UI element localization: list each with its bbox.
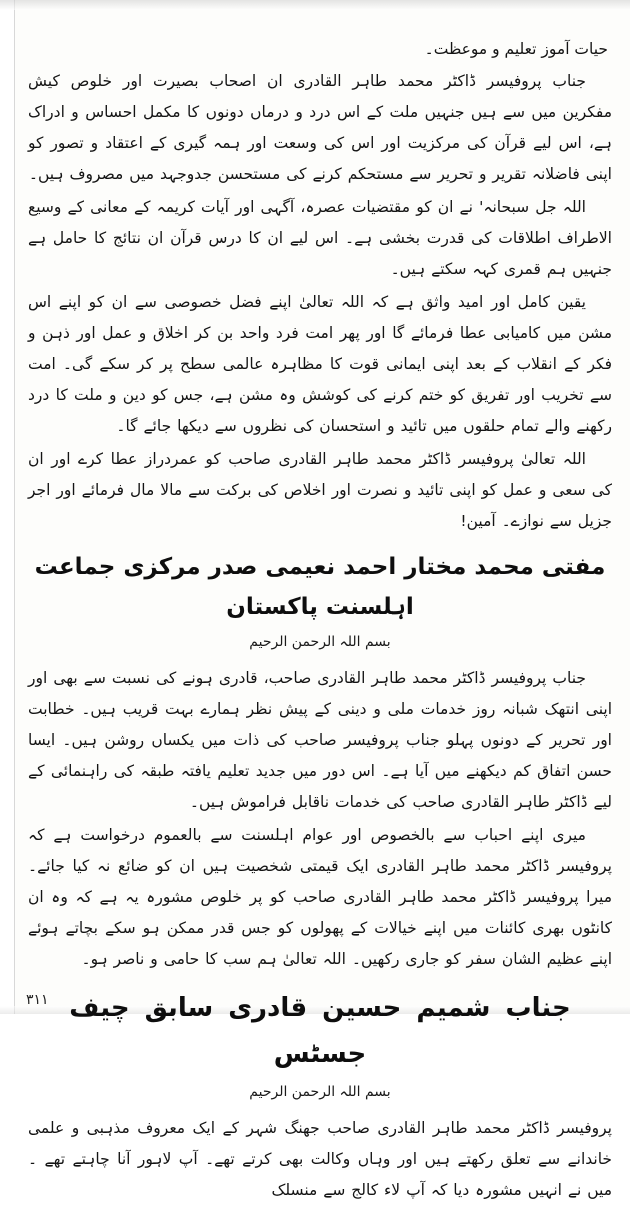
scan-edge-top bbox=[0, 0, 630, 10]
paragraph-4: اللہ تعالیٰ پروفیسر ڈاکٹر محمد طاہر القادری صاحب کو عمردراز عطا کرے اور ان کی سعی و عمل کو اپنی تائید و نصرت اور اخلاص کی برکت سے مالا مال فرمائے اور اجر جزیل سے نوازے۔ آمین! bbox=[28, 450, 612, 530]
bismillah-line-2: بسم اللہ الرحمن الرحیم bbox=[249, 1084, 391, 1100]
section-heading-top: حیات آموز تعلیم و موعظت۔ bbox=[424, 40, 608, 58]
paragraph-2: اللہ جل سبحانہ' نے ان کو مقتضیات عصرہ، آگہی اور آیات کریمہ کے معانی کے وسیع الاطراف اطلاقات کی قدرت بخشی ہے۔ اس لیے ان کا درس قرآن ان نتائج کا حامل ہے جنہیں ہم قمری کہہ سکتے ہیں۔ bbox=[28, 198, 612, 278]
paragraph-3: یقین کامل اور امید واثق ہے کہ اللہ تعالیٰ اپنے فضل خصوصی سے ان کو اپنے اس مشن میں کامیابی عطا فرمائے گا اور پھر امت فرد واحد بن کر اخلاق و عمل اور ذہن و فکر کے انقلاب کے بعد اپنی ایمانی قوت کا مظاہرہ عالمی سطح پر کر سکے گی۔ امت سے تخریب اور تفریق کو ختم کرنے کی کوشش وہ مشن ہے، جس کو دین و ملت کا درد رکھنے والے تمام حلقوں میں تائید و استحسان کی نظروں سے دیکھا جائے گا۔ bbox=[28, 293, 612, 435]
paragraph-7: پروفیسر ڈاکٹر محمد طاہر القادری صاحب جھنگ شہر کے ایک معروف مذہبی و علمی خاندانے سے تعلق رکھتے ہیں اور وہاں وکالت بھی کرتے تھے۔ آپ لاہور آنا چاہتے تھے ۔ میں نے انہیں مشورہ دیا کہ آپ لاء کالج سے منسلک bbox=[28, 1119, 612, 1199]
paragraph-6: میری اپنے احباب سے بالخصوص اور عوام اہلسنت سے بالعموم درخواست ہے کہ پروفیسر ڈاکٹر محمد طاہر القادری ایک قیمتی شخصیت ہیں ان کو ضائع نہ کیا جائے۔ میرا پروفیسر ڈاکٹر محمد طاہر القادری صاحب کو پر خلوص مشورہ یہ ہے کہ وہ ان کانٹوں بھری کائنات میں اپنے خیالات کے پھولوں کو جس قدر ممکن ہو سکے بچاتے ہوئے اپنے عظیم الشان سفر کو جاری رکھیں۔ اللہ تعالیٰ ہم سب کا حامی و ناصر ہو۔ bbox=[28, 826, 612, 968]
paragraph-5: جناب پروفیسر ڈاکٹر محمد طاہر القادری صاحب، قادری ہونے کی نسبت سے بھی اور اپنی انتھک شبانہ روز خدمات ملی و دینی کے پیش نظر ہمارے بہت قریب ہیں۔ خطابت اور تحریر کے دونوں پہلو جناب پروفیسر صاحب کی ذات میں یکساں روشن ہیں۔ ایسا حسن اتفاق کم دیکھنے میں آیا ہے۔ اس دور میں جدید تعلیم یافتہ طبقہ کی راہنمائی کے لیے ڈاکٹر طاہر القادری صاحب کی خدمات ناقابل فراموش ہیں۔ bbox=[28, 669, 612, 811]
page-number: ٣١١ bbox=[26, 992, 49, 1008]
paragraph-1: جناب پروفیسر ڈاکٹر محمد طاہر القادری ان اصحاب بصیرت اور خلوص کیش مفکرین میں سے ہیں جنہیں ملت کے اس درد و درماں دونوں کا مکمل احساس و ادراک ہے، اس لیے قرآن کی مرکزیت اور اس کی وسعت اور ہمہ گیری کے اعتقاد و تصور کو اپنی فاضلانہ تقریر و تحریر سے مستحکم کرنے کی مستحسن جدوجہد میں مصروف ہیں۔ bbox=[28, 72, 612, 183]
bismillah-line-1: بسم اللہ الرحمن الرحیم bbox=[249, 634, 391, 650]
scan-edge-left bbox=[0, 0, 15, 1014]
signature-mufti-mukhtar-ahmad-naeemi: مفتی محمد مختار احمد نعیمی صدر مرکزی جماعت اہلسنت پاکستان bbox=[34, 554, 606, 620]
signature-shamim-hussain-qadri: جناب شمیم حسین قادری سابق چیف جسٹس bbox=[69, 993, 571, 1069]
